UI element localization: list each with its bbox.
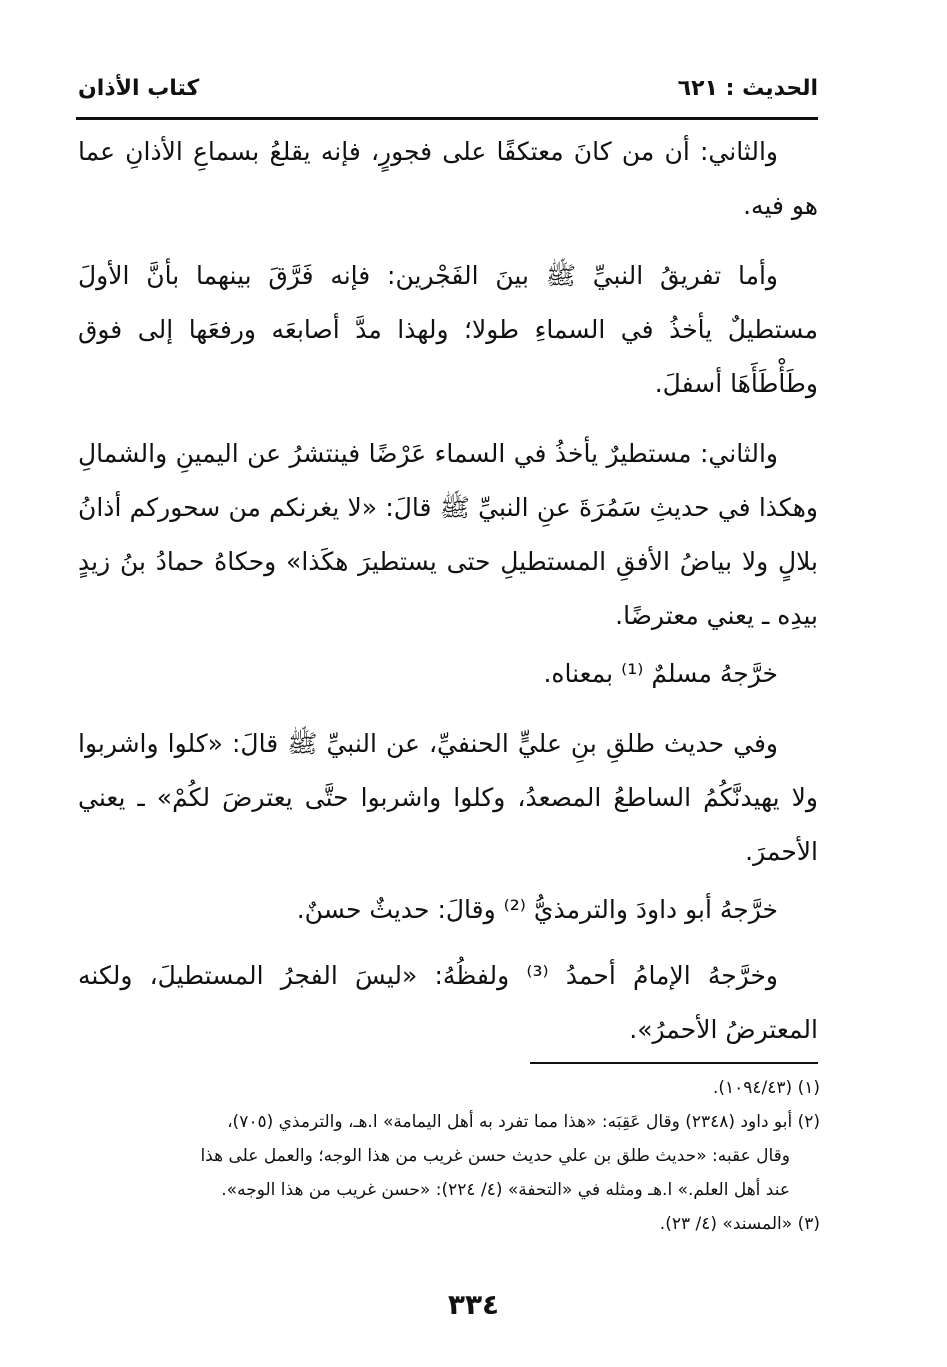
footnote-divider (530, 1062, 818, 1064)
running-header (78, 72, 818, 112)
paragraph: والثاني: أن من كانَ معتكفًا على فجورٍ، فإنه يقلعُ بسماعِ الأذانِ عما هو فيه. (78, 137, 818, 220)
paragraph: والثاني: مستطيرٌ يأخذُ في السماء عَرْضًا فينتشرُ عن اليمينِ والشمالِ وهكذا في حديثِ سَمُرَةَ عنِ النبيِّ ﷺ قالَ: «لا يغرنكم من سحوركم أذانُ بلالٍ ولا بياضُ الأفقِ المستطيلِ حتى يستطيرَ هكَذا» وحكاهُ حمادُ بنُ زيدٍ بيدِه ـ يعني معترضًا. (78, 439, 818, 630)
footnote-1: (١) (١٠٩٤/٤٣). (712, 1078, 820, 1098)
header-divider (76, 117, 818, 120)
footnote-2: (٢) أبو داود (٢٣٤٨) وقال عَقِبَه: «هذا مما تفرد به أهل اليمامة» ا.هـ، والترمذي (٧٠٥)، (227, 1112, 820, 1132)
footnotes (78, 1072, 820, 1242)
book-title: كتاب الأذان (78, 76, 200, 101)
paragraph: وأما تفريقُ النبيِّ ﷺ بينَ الفَجْرين: فإنه فَرَّقَ بينهما بأنَّ الأولَ مستطيلٌ يأخذُ في السماءِ طولا؛ ولهذا مدَّ أصابعَه ورفعَها إلى فوق وطَأْطَأَهَا أسفلَ. (78, 261, 818, 398)
footnote-2-continuation: وقال عقبه: «حديث طلق بن علي حديث حسن غريب من هذا الوجه؛ والعمل على هذا (200, 1146, 790, 1166)
citation-paragraph: خرَّجهُ مسلمٌ ⁽¹⁾ بمعناه. (543, 659, 778, 688)
footnote-3: (٣) «المسند» (٤/ ٢٣). (659, 1214, 820, 1234)
paragraph: وفي حديث طلقِ بنِ عليٍّ الحنفيِّ، عن النبيِّ ﷺ قالَ: «كلوا واشربوا ولا يهيدنَّكُمُ الساطعُ المصعدُ، وكلوا واشربوا حتَّى يعترضَ لكُمْ» ـ يعني الأحمرَ. (78, 729, 818, 866)
page-number: ٣٣٤ (447, 1288, 500, 1321)
citation-paragraph: خرَّجهُ أبو داودَ والترمذيُّ ⁽²⁾ وقالَ: حديثٌ حسنٌ. (296, 895, 778, 924)
hadith-number-label: الحديث : ٦٢١ (677, 76, 818, 101)
footnote-2-continuation: عند أهل العلم.» ا.هـ ومثله في «التحفة» (٤/ ٢٢٤): «حسن غريب من هذا الوجه». (221, 1180, 790, 1200)
paragraph: وخرَّجهُ الإمامُ أحمدُ ⁽³⁾ ولفظُهُ: «ليسَ الفجرُ المستطيلَ، ولكنه المعترضُ الأحمرُ». (78, 961, 818, 1044)
main-text (78, 125, 818, 1073)
